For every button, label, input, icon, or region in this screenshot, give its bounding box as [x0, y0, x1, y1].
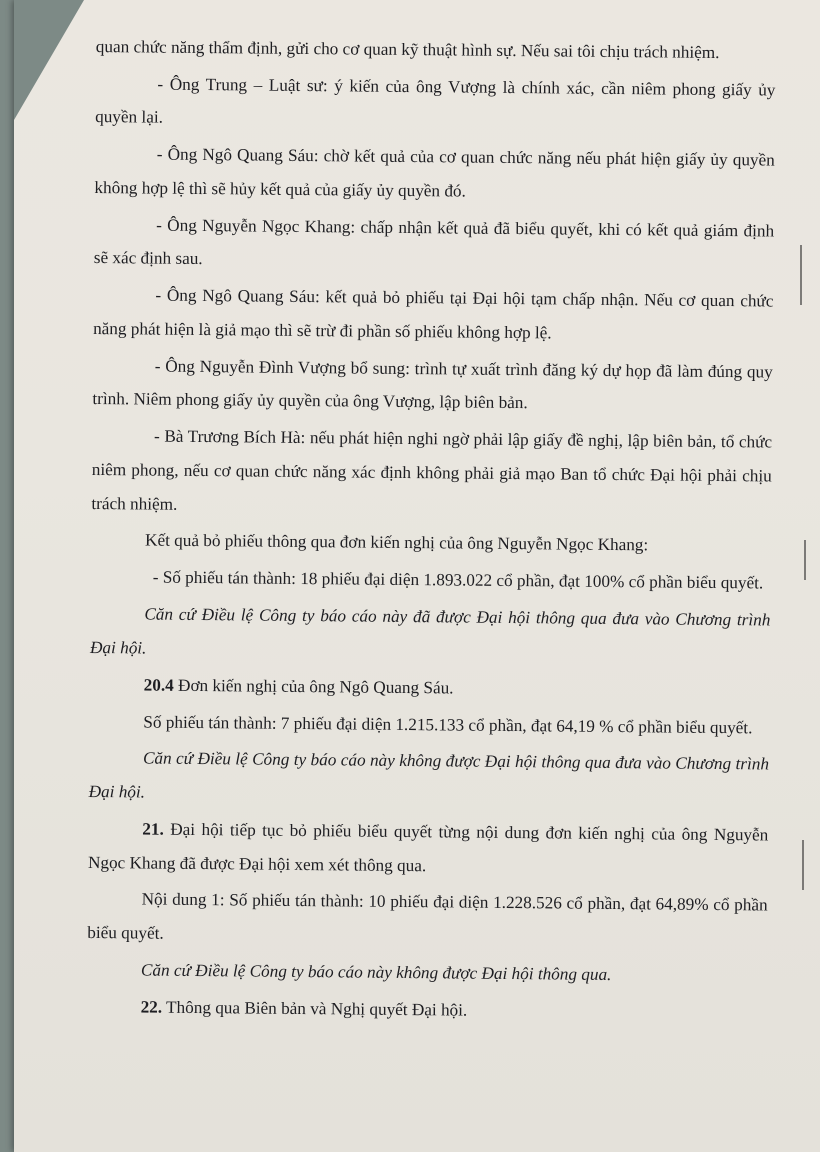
paragraph-vote-count-2: Số phiếu tán thành: 7 phiếu đại diện 1.215.133 cổ phần, đạt 64,19 % cổ phần biểu quyết.: [143, 712, 753, 737]
document-page: [14, 0, 820, 1152]
section-text: Đại hội tiếp tục bỏ phiếu biểu quyết từng nội dung đơn kiến nghị của ông Nguyễn Ngọc Khang đã được Đại hội xem xét thông qua.: [87, 819, 769, 875]
section-number: 21.: [142, 819, 164, 839]
section-20-4: [90, 668, 770, 708]
paragraph-vote-result-heading: Kết quả bỏ phiếu thông qua đơn kiến nghị của ông Nguyễn Ngọc Khang:: [145, 530, 649, 555]
section-21: [88, 812, 769, 886]
document-body: [86, 30, 776, 1033]
paragraph-approval-note-2: Căn cứ Điều lệ Công ty báo cáo này không được Đại hội thông qua đưa vào Chương trình Đại hội.: [88, 748, 770, 802]
section-number: 20.4: [143, 675, 174, 695]
section-text: Thông qua Biên bản và Nghị quyết Đại hội.: [162, 997, 468, 1020]
paragraph-ngo-quang-sau-1: - Ông Ngô Quang Sáu: chờ kết quả của cơ quan chức năng nếu phát hiện giấy ủy quyền không hợp lệ thì sẽ hủy kết quả của giấy ủy quyền đó.: [94, 144, 775, 201]
paragraph-vote-count-1: - Số phiếu tán thành: 18 phiếu đại diện 1.893.022 cổ phần, đạt 100% cổ phần biểu quyết.: [152, 567, 764, 593]
paragraph-approval-note-3: Căn cứ Điều lệ Công ty báo cáo này không được Đại hội thông qua.: [140, 960, 612, 984]
margin-binding-mark: [804, 540, 806, 580]
section-22: [86, 990, 766, 1030]
section-number: 22.: [140, 997, 163, 1017]
paragraph-nguyen-dinh-vuong: - Ông Nguyễn Đình Vượng bổ sung: trình tự xuất trình đăng ký dự họp đã làm đúng quy trình. Niêm phong giấy ủy quyền của ông Vượng, lập biên bản.: [92, 356, 773, 413]
paragraph-trung-lawyer: - Ông Trung – Luật sư: ý kiến của ông Vượng là chính xác, cần niêm phong giấy ủy quyền lại.: [95, 74, 776, 128]
paragraph-continuation: quan chức năng thẩm định, gửi cho cơ quan kỹ thuật hình sự. Nếu sai tôi chịu trách nhiệm.: [95, 36, 720, 62]
paragraph-nguyen-ngoc-khang: - Ông Nguyễn Ngọc Khang: chấp nhận kết quả đã biểu quyết, khi có kết quả giám định sẽ xác định sau.: [93, 215, 775, 269]
margin-binding-mark: [800, 245, 802, 305]
section-title: Đơn kiến nghị của ông Ngô Quang Sáu.: [173, 675, 454, 698]
paragraph-approval-note-1: Căn cứ Điều lệ Công ty báo cáo này đã được Đại hội thông qua đưa vào Chương trình Đại hội.: [89, 604, 771, 658]
page-corner-shadow: [14, 0, 84, 120]
margin-binding-mark: [802, 840, 804, 890]
paragraph-truong-bich-ha: - Bà Trương Bích Hà: nếu phát hiện nghi ngờ phải lập giấy đề nghị, lập biên bản, tổ chức niêm phong, nếu cơ quan chức năng xác định không phải giả mạo Ban tổ chức Đại hội phải chịu trách nhiệm.: [91, 426, 773, 514]
paragraph-content-1: Nội dung 1: Số phiếu tán thành: 10 phiếu đại diện 1.228.526 cổ phần, đạt 64,89% cổ phần biểu quyết.: [87, 889, 768, 943]
paragraph-ngo-quang-sau-2: - Ông Ngô Quang Sáu: kết quả bỏ phiếu tại Đại hội tạm chấp nhận. Nếu cơ quan chức năng phát hiện là giả mạo thì sẽ trừ đi phần số phiếu không hợp lệ.: [93, 285, 774, 343]
